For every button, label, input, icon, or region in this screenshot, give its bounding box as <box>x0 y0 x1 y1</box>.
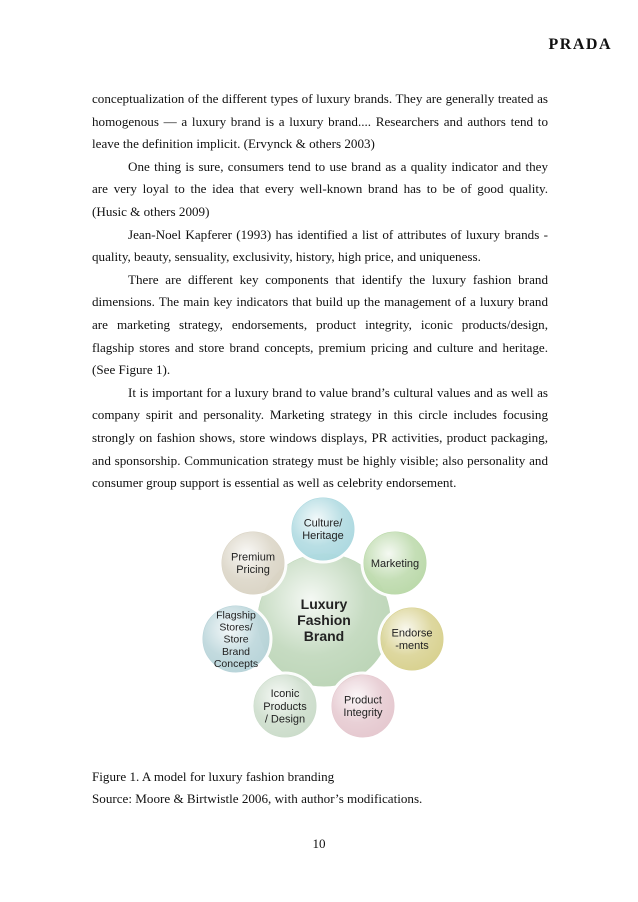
endorsements-bubble-label: Endorse <box>391 627 433 640</box>
center-bubble-label: Luxury <box>300 595 348 612</box>
caption-source: Source: Moore & Birtwistle 2006, with author’s modifications. <box>92 790 423 806</box>
page-number: 10 <box>312 836 326 851</box>
diagram-svg <box>196 494 460 742</box>
marketing-bubble-label: Marketing <box>370 557 420 570</box>
product-integrity-bubble-label: Product <box>344 694 382 707</box>
paragraph: There are different key components that identify the luxury fashion brand dimensions. The main key indicators that build up the management of a luxury brand are marketing strategy, endorsements, product integrity, iconic products/design, flagship stores and store brand concepts, premium pricing and culture and heritage. (See Figure 1). <box>92 271 548 378</box>
center-bubble-label: Fashion <box>297 611 351 628</box>
luxury-brand-diagram <box>196 494 460 742</box>
flagship-stores-bubble <box>201 604 271 674</box>
iconic-products-bubble <box>252 673 318 739</box>
marketing-bubble <box>362 530 428 596</box>
flagship-stores-bubble-label: Stores/ <box>219 621 253 634</box>
paragraph: It is important for a luxury brand to value brand’s cultural values and as well as company spirit and personality. Marketing strategy in this circle includes focusing strongly on fashion shows, store windows displays, PR activities, product packaging, and sponsorship. Communication strategy must be highly visible; also personality and consumer group support is essential as well as celebrity endorsement. <box>92 384 548 491</box>
culture-bubble <box>290 496 356 562</box>
paragraph: One thing is sure, consumers tend to use brand as a quality indicator and they are very loyal to the idea that every well-known brand has to be of good quality. (Husic & others 2009) <box>92 158 548 219</box>
endorsements-bubble-label: -ments <box>395 640 429 653</box>
culture-bubble-label: Heritage <box>302 530 344 543</box>
premium-pricing-bubble <box>220 530 286 596</box>
product-integrity-bubble <box>330 673 396 739</box>
iconic-products-bubble-label: Products <box>263 700 307 713</box>
caption-title: Figure 1. A model for luxury fashion branding <box>92 769 335 784</box>
flagship-stores-bubble-label: Store <box>223 633 249 646</box>
flagship-stores-bubble-label: Flagship <box>216 609 256 622</box>
paragraph: Jean-Noel Kapferer (1993) has identified a list of attributes of luxury brands - quality, beauty, sensuality, exclusivity, history, high price, and uniqueness. <box>92 226 548 265</box>
flagship-stores-bubble-label: Brand <box>221 645 251 658</box>
center-bubble-label: Brand <box>303 628 345 644</box>
premium-pricing-bubble-label: Pricing <box>236 564 270 577</box>
endorsements-bubble <box>379 606 445 672</box>
prada-logo: PRADA <box>548 36 612 53</box>
body-text <box>92 88 548 495</box>
product-integrity-bubble-label: Integrity <box>343 707 383 720</box>
culture-bubble-label: Culture/ <box>303 517 343 530</box>
figure-caption <box>92 766 422 809</box>
iconic-products-bubble-label: / Design <box>264 713 306 726</box>
paragraph: conceptualization of the different types of luxury brands. They are generally treated as homogenous — a luxury brand is a luxury brand.... Researchers and authors tend to leave the definition implicit. (Ervynck & others 2003) <box>92 91 548 152</box>
iconic-products-bubble-label: Iconic <box>270 688 300 701</box>
premium-pricing-bubble-label: Premium <box>230 551 276 564</box>
flagship-stores-bubble-label: Concepts <box>213 657 259 670</box>
